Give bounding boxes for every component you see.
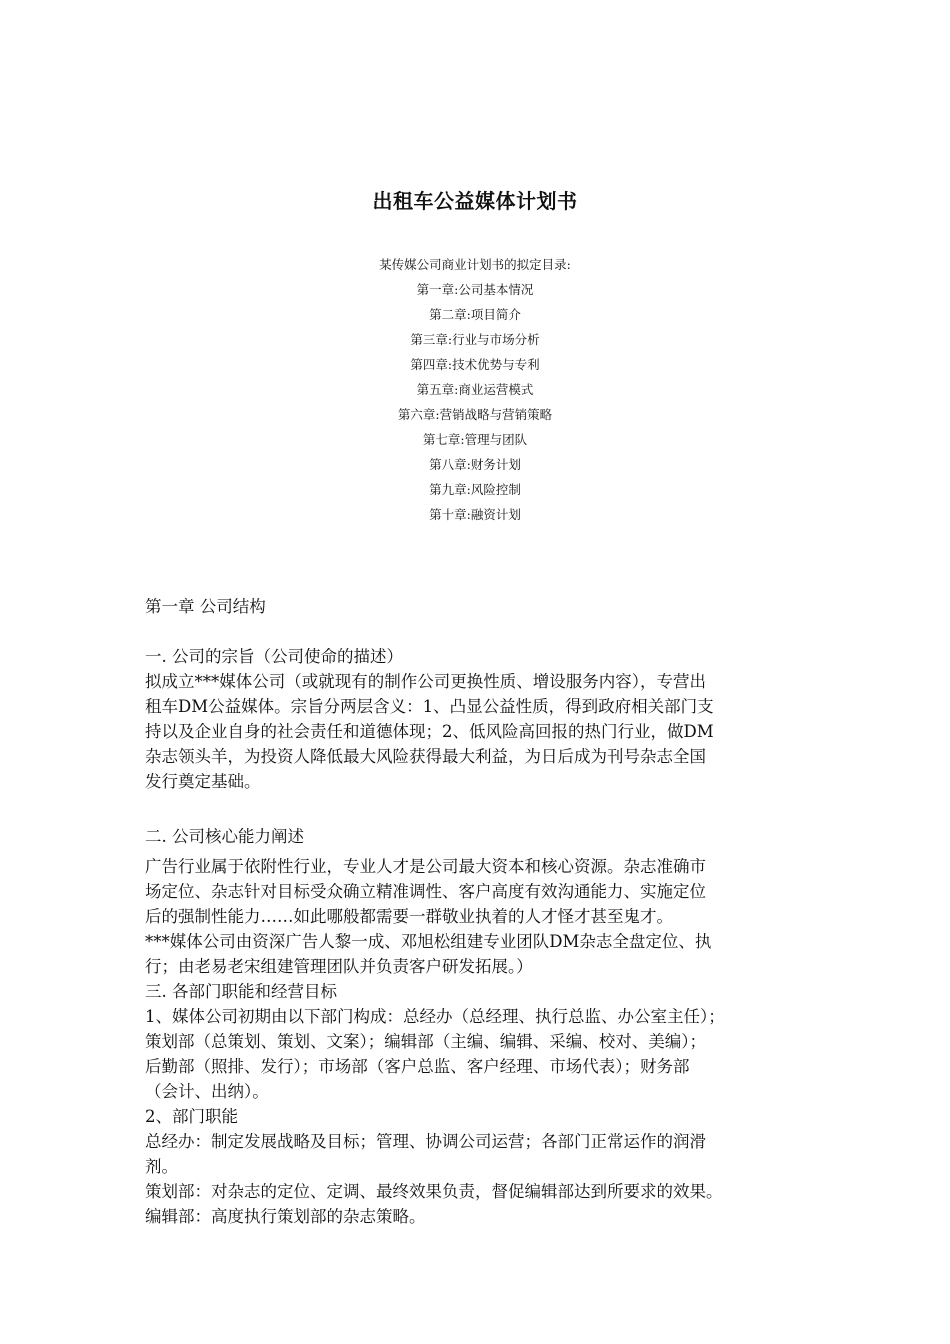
paragraph-line: 广告行业属于依附性行业，专业人才是公司最大资本和核心资源。杂志准确市 — [145, 857, 706, 876]
paragraph-line: 杂志领头羊，为投资人降低最大风险获得最大利益，为日后成为刊号杂志全国 — [145, 747, 706, 766]
toc-item: 第九章:风险控制 — [429, 482, 521, 497]
toc-item: 第五章:商业运营模式 — [416, 382, 534, 397]
toc-item: 第四章:技术优势与专利 — [410, 357, 540, 372]
paragraph-line: 租车DM公益媒体。宗旨分两层含义：1、凸显公益性质，得到政府相关部门支 — [145, 697, 714, 716]
subsection-heading: 2、部门职能 — [145, 1107, 238, 1126]
toc-item: 第六章:营销战略与营销策略 — [397, 407, 553, 422]
paragraph-line: 发行奠定基础。 — [145, 772, 261, 791]
toc-item: 第十章:融资计划 — [429, 507, 521, 522]
section-heading: 一. 公司的宗旨（公司使命的描述） — [145, 647, 403, 666]
document-title: 出租车公益媒体计划书 — [372, 189, 578, 213]
paragraph-line: 持以及企业自身的社会责任和道德体现；2、低风险高回报的热门行业，做DM — [145, 722, 714, 741]
paragraph-line: 编辑部：高度执行策划部的杂志策略。 — [145, 1207, 426, 1226]
paragraph-line: 后的强制性能力……如此哪般都需要一群敬业执着的人才怪才甚至鬼才。 — [145, 907, 673, 926]
toc-item: 第七章:管理与团队 — [422, 432, 528, 447]
paragraph-line: 剂。 — [145, 1157, 178, 1176]
table-of-contents — [0, 252, 950, 527]
paragraph-line: 1、媒体公司初期由以下部门构成：总经办（总经理、执行总监、办公室主任）； — [145, 1007, 725, 1026]
paragraph-line: 场定位、杂志针对目标受众确立精准调性、客户高度有效沟通能力、实施定位 — [145, 882, 706, 901]
paragraph-line: 拟成立***媒体公司（或就现有的制作公司更换性质、增设服务内容），专营出 — [145, 672, 706, 691]
section-heading: 二. 公司核心能力阐述 — [145, 827, 304, 846]
toc-item: 第八章:财务计划 — [429, 457, 521, 472]
document-body — [145, 594, 815, 1229]
chapter-heading: 第一章 公司结构 — [145, 597, 266, 616]
paragraph-line: 总经办：制定发展战略及目标；管理、协调公司运营；各部门正常运作的润滑 — [145, 1132, 706, 1151]
paragraph-line: 策划部：对杂志的定位、定调、最终效果负责，督促编辑部达到所要求的效果。 — [145, 1182, 723, 1201]
paragraph-line: 行；由老易老宋组建管理团队并负责客户研发拓展。） — [145, 957, 533, 976]
toc-item: 第三章:行业与市场分析 — [410, 332, 540, 347]
paragraph-line: 策划部（总策划、策划、文案）；编辑部（主编、编辑、采编、校对、美编）； — [145, 1032, 706, 1051]
section-heading: 三. 各部门职能和经营目标 — [145, 982, 337, 1001]
toc-item: 第二章:项目简介 — [429, 307, 521, 322]
paragraph-line: 后勤部（照排、发行）；市场部（客户总监、客户经理、市场代表）；财务部 — [145, 1057, 690, 1076]
paragraph-line: ***媒体公司由资深广告人黎一成、邓旭松组建专业团队DM杂志全盘定位、执 — [145, 932, 712, 951]
toc-intro: 某传媒公司商业计划书的拟定目录: — [379, 257, 571, 272]
paragraph-line: （会计、出纳）。 — [145, 1082, 269, 1101]
toc-item: 第一章:公司基本情况 — [416, 282, 534, 297]
